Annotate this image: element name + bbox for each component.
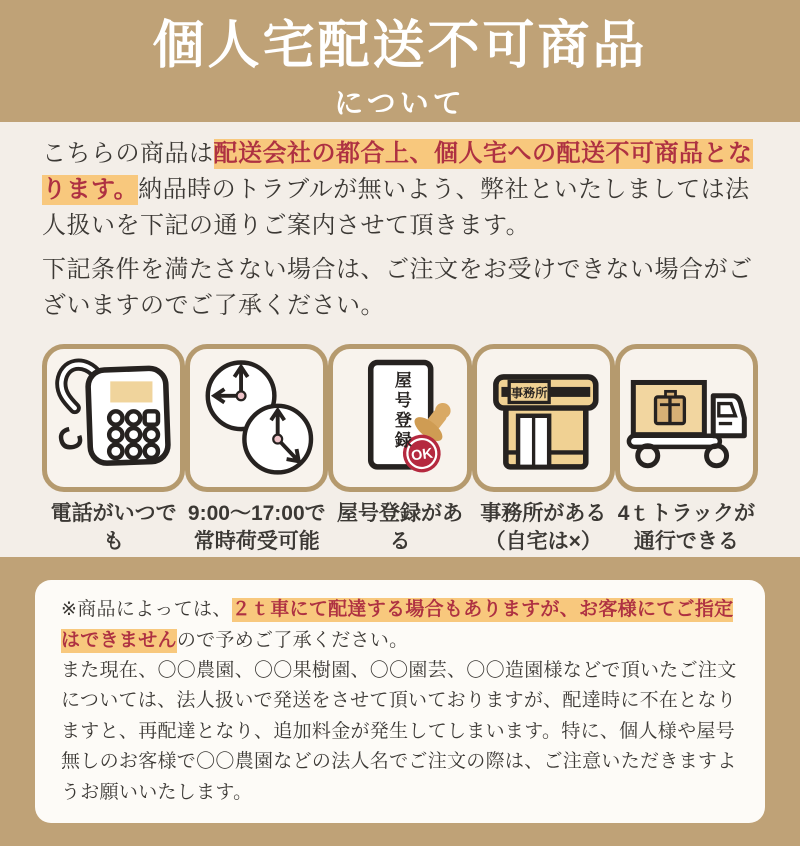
truck-graphic xyxy=(620,349,753,487)
condition-caption xyxy=(185,500,328,555)
footer-paragraph-2: また現在、〇〇農園、〇〇果樹園、〇〇園芸、〇〇造園様などで頂いたご注文については、法人扱いで発送をさせて頂いておりますが、配達時に不在となりますと、再配達となり、追加料金が発生してしまいます。特に、個人様や屋号無しのお客様で〇〇農園などの法人名でご注文の際は、ご注意いただきますようお願いいたします。 xyxy=(61,659,737,803)
caption-line-1: 事務所がある xyxy=(480,502,607,526)
phone-icon-graphic xyxy=(47,349,180,487)
caption-line-1: 9:00〜17:00で xyxy=(187,502,326,526)
caption-line-2: 常時荷受可能 xyxy=(193,529,320,553)
condition-hours xyxy=(185,344,328,583)
condition-caption xyxy=(615,500,758,555)
trade-name-registration-icon xyxy=(328,344,471,492)
condition-caption xyxy=(472,500,615,555)
condition-caption xyxy=(328,500,471,555)
footer-text-highlighted: ２ｔ車にて配達する場合もありますが、お客様にてご指定はできません xyxy=(61,599,734,651)
office-icon xyxy=(472,344,615,492)
caption-line-1: 4ｔトラックが xyxy=(617,502,756,526)
dual-clock-icon xyxy=(185,344,328,492)
condition-office xyxy=(472,344,615,583)
condition-trade-name xyxy=(328,344,471,583)
condition-phone xyxy=(42,344,185,583)
caption-line-1: 屋号登録がある xyxy=(337,502,463,553)
office-building-graphic xyxy=(477,349,610,487)
main-content xyxy=(0,122,800,557)
conditions-row xyxy=(42,344,758,583)
dual-clock-icon-graphic xyxy=(190,349,323,487)
phone-icon xyxy=(42,344,185,492)
caption-line-2: 通行できる xyxy=(633,529,739,553)
header-banner xyxy=(0,0,800,122)
footer-text-normal-1: ※商品によっては、 xyxy=(61,599,232,621)
intro-text-normal-1: こちらの商品は xyxy=(42,140,214,168)
footer-banner xyxy=(0,557,800,846)
intro-text-highlighted: 配送会社の都合上、個人宅への配送不可商品となります。 xyxy=(42,140,753,204)
doc-vertical-label: 屋号登録 xyxy=(391,371,411,452)
ok-stamp-text: OK xyxy=(410,445,435,465)
page-title: 個人宅配送不可商品 xyxy=(152,17,648,75)
condition-truck xyxy=(615,344,758,583)
office-sign-text: 事務所 xyxy=(510,386,548,401)
caption-line-2: （自宅は×） xyxy=(484,529,602,553)
truck-icon xyxy=(615,344,758,492)
intro-paragraph-2: 下記条件を満たさない場合は、ご注文をお受けできない場合がございますのでご了承ください。 xyxy=(42,256,753,320)
page-subtitle: について xyxy=(334,88,466,121)
footer-card xyxy=(35,580,765,823)
intro-text-normal-2: 納品時のトラブルが無いよう、弊社といたしましては法人扱いを下記の通りご案内させて頂きます。 xyxy=(42,176,750,240)
caption-line-1: 電話がいつでも xyxy=(50,502,177,553)
intro-paragraph-1 xyxy=(42,136,758,244)
footer-text-normal-2: ので予めご了承ください。 xyxy=(176,629,409,651)
